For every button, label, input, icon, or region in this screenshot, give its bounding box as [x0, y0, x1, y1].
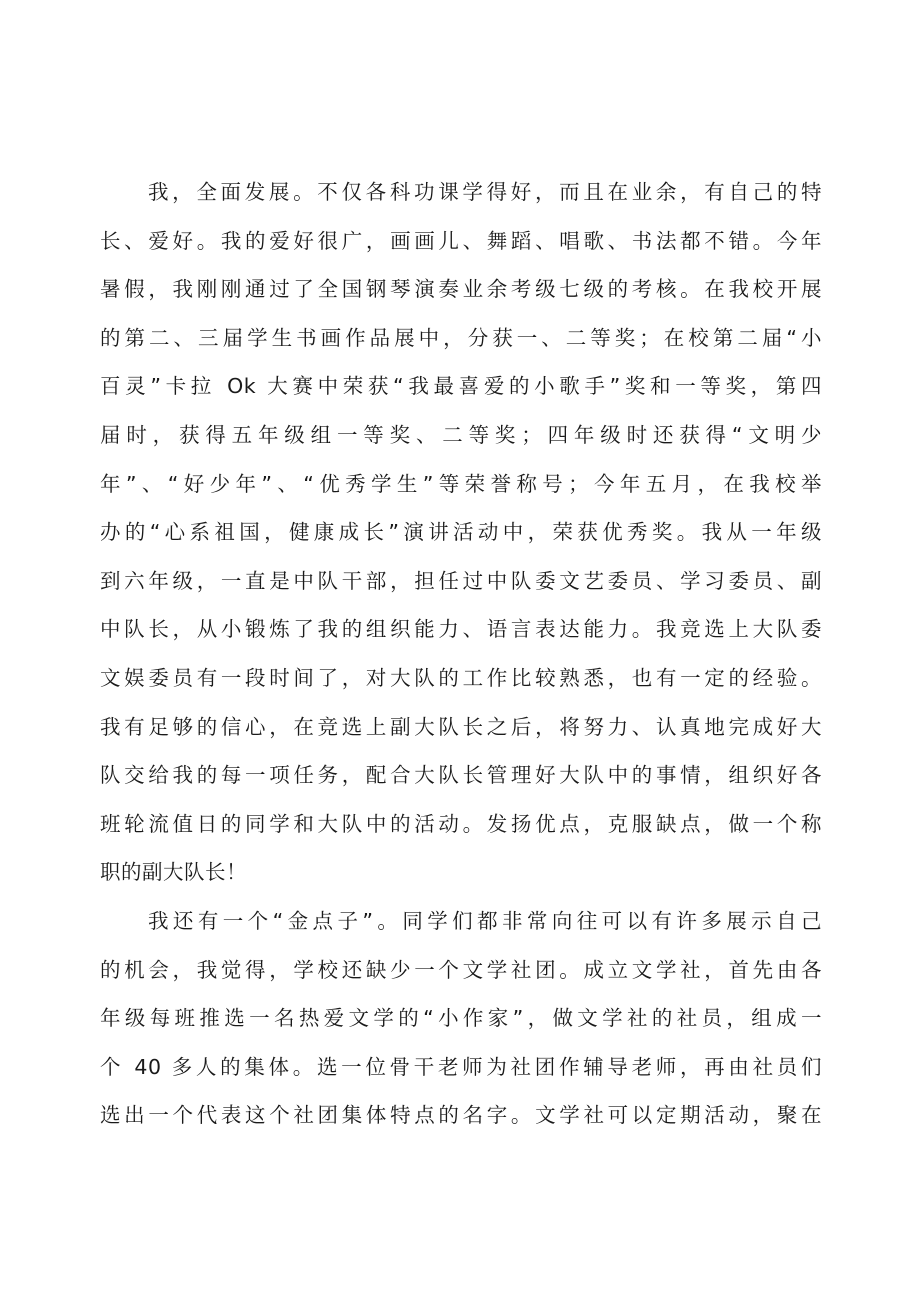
- text-line: 百灵”卡拉 Ok 大赛中荣获“我最喜爱的小歌手”奖和一等奖，第四: [100, 374, 822, 399]
- paragraph-2: [100, 897, 822, 1140]
- text-line: 长、爱好。我的爱好很广，画画儿、舞蹈、唱歌、书法都不错。今年: [100, 228, 822, 253]
- text-line: 办的“心系祖国，健康成长”演讲活动中，荣获优秀奖。我从一年级: [100, 520, 822, 545]
- text-line: 的机会，我觉得，学校还缺少一个文学社团。成立文学社，首先由各: [100, 957, 822, 982]
- text-line: 我有足够的信心，在竞选上副大队长之后，将努力、认真地完成好大: [100, 714, 822, 739]
- text-line: 中队长，从小锻炼了我的组织能力、语言表达能力。我竞选上大队委: [100, 617, 822, 642]
- text-line: 到六年级，一直是中队干部，担任过中队委文艺委员、学习委员、副: [100, 568, 822, 593]
- text-line: 届时，获得五年级组一等奖、二等奖；四年级时还获得“文明少: [100, 422, 822, 447]
- text-line: 文娱委员有一段时间了，对大队的工作比较熟悉，也有一定的经验。: [100, 665, 822, 690]
- text-line: 暑假，我刚刚通过了全国钢琴演奏业余考级七级的考核。在我校开展: [100, 277, 822, 302]
- text-line: 年”、“好少年”、“优秀学生”等荣誉称号；今年五月，在我校举: [100, 471, 822, 496]
- text-line: 的第二、三届学生书画作品展中，分获一、二等奖；在校第二届“小: [100, 325, 822, 350]
- text-line: 我，全面发展。不仅各科功课学得好，而且在业余，有自己的特: [148, 180, 822, 204]
- text-line: 我还有一个“金点子”。同学们都非常向往可以有许多展示自己: [148, 908, 822, 933]
- text-line: 班轮流值日的同学和大队中的活动。发扬优点，克服缺点，做一个称: [100, 811, 822, 836]
- text-line: 年级每班推选一名热爱文学的“小作家”，做文学社的社员，组成一: [100, 1006, 822, 1031]
- text-line: 选出一个代表这个社团集体特点的名字。文学社可以定期活动，聚在: [100, 1103, 822, 1128]
- text-line: 个 40 多人的集体。选一位骨干老师为社团作辅导老师，再由社员们: [100, 1054, 822, 1079]
- document-body: [100, 168, 822, 1140]
- paragraph-1: [100, 168, 822, 897]
- text-line: 队交给我的每一项任务，配合大队长管理好大队中的事情，组织好各: [100, 763, 822, 788]
- text-line: 职的副大队长！: [100, 860, 247, 885]
